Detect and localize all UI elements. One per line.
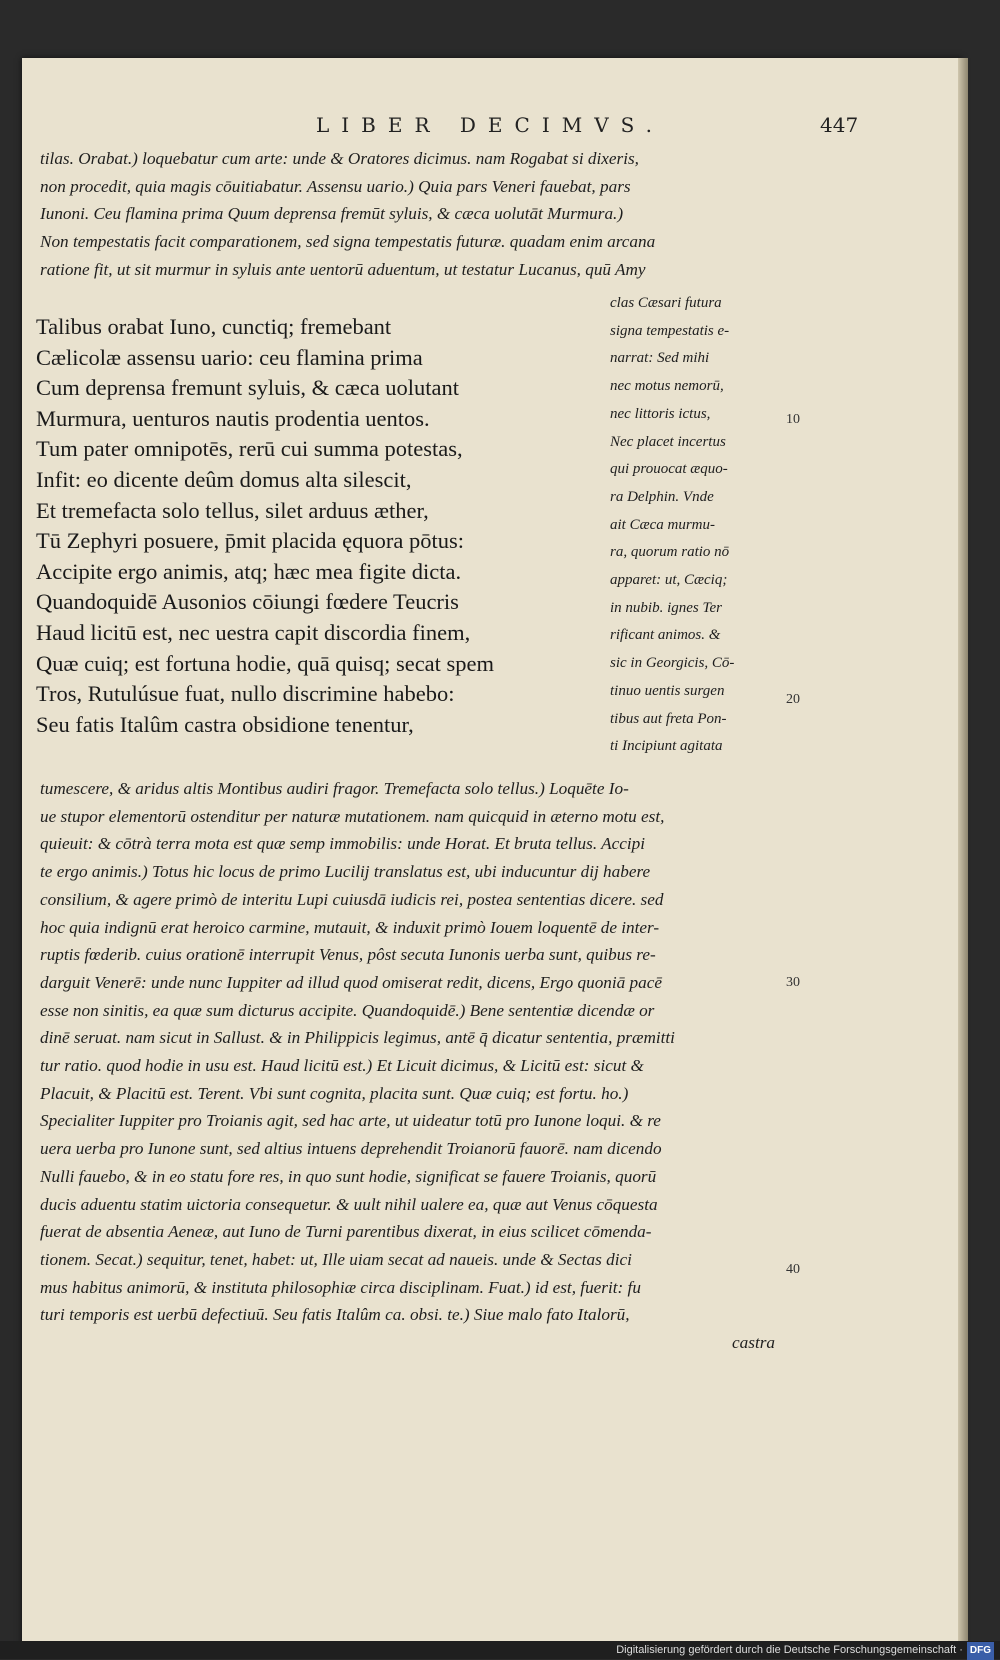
commentary-line: nec littoris ictus, (610, 405, 711, 422)
commentary-line: Iunoni. Ceu flamina prima Quum deprensa fremūt syluis, & cæca uolutāt Murmura.) (40, 204, 624, 224)
dfg-logo: DFG (967, 1642, 994, 1660)
commentary-line: ue stupor elementorū ostenditur per naturæ mutationem. nam quicquid in æterno motu est, (40, 806, 665, 826)
commentary-line: tinuo uentis surgen (610, 682, 725, 699)
commentary-line: fuerat de absentia Aeneæ, aut Iuno de Turni parentibus dixerat, in eius scilicet cōmenda- (40, 1222, 652, 1242)
page-number: 447 (820, 113, 859, 137)
page-edge (958, 58, 968, 1648)
commentary-line: hoc quia indignū erat heroico carmine, mutauit, & induxit primò Iouem loquentē de inter- (40, 917, 660, 937)
commentary-line: uera uerba pro Iunone sunt, sed altius intuens deprehendit Troianorū fauorē. nam dicendo (40, 1139, 662, 1159)
verse-line: Cum deprensa fremunt syluis, & cæca uolutant (36, 375, 460, 401)
commentary-bottom (40, 775, 805, 1357)
verse-line: Haud licitū est, nec uestra capit discordia finem, (36, 619, 471, 645)
commentary-line: narrat: Sed mihi (610, 350, 710, 367)
commentary-line: ti Incipiunt agitata (610, 738, 723, 755)
commentary-line: Nec placet incertus (610, 433, 726, 450)
line-number: 40 (786, 1262, 800, 1277)
verse-line: Et tremefacta solo tellus, silet arduus æther, (36, 497, 429, 523)
commentary-line: Specialiter Iuppiter pro Troianis agit, sed hac arte, ut uideatur totū pro Iunone loqui. & re (40, 1111, 661, 1131)
verse-line: Infit: eo dicente deûm domus alta silescit, (36, 466, 412, 492)
verse-line: Quandoquidē Ausonios cōiungi fœdere Teucris (36, 589, 459, 615)
commentary-line: ra, quorum ratio nō (610, 544, 730, 561)
commentary-line: qui prouocat æquo- (610, 461, 728, 478)
verse-line: Murmura, uenturos nautis prodentia uentos. (36, 405, 430, 431)
verse-line: Tum pater omnipotēs, rerū cui summa potestas, (36, 436, 463, 462)
commentary-line: rificant animos. & (610, 627, 721, 644)
commentary-line: in nubib. ignes Ter (610, 599, 722, 616)
commentary-line: ait Cæca murmu- (610, 516, 715, 533)
line-number: 10 (786, 412, 800, 427)
commentary-line: signa tempestatis e- (610, 322, 730, 339)
commentary-line: clas Cæsari futura (610, 295, 722, 311)
commentary-line: turi temporis est uerbū defectiuū. Seu fatis Italûm ca. obsi. te.) Siue malo fato Italorū, (40, 1305, 630, 1325)
digitization-footer (0, 1641, 1000, 1659)
commentary-line: ratione fit, ut sit murmur in syluis ante uentorū aduentum, ut testatur Lucanus, quū Amy (40, 259, 646, 279)
line-number: 20 (786, 692, 800, 707)
verse-line: Accipite ergo animis, atq; hæc mea figite dicta. (36, 558, 462, 584)
commentary-line: non procedit, quia magis cōuitiabatur. Assensu uario.) Quia pars Veneri fauebat, pars (40, 176, 631, 196)
commentary-line: nec motus nemorū, (610, 378, 724, 395)
commentary-line: tionem. Secat.) sequitur, tenet, habet: ut, Ille uiam secat ad naueis. unde & Sectas dici (40, 1249, 632, 1269)
commentary-line: consilium, & agere primò de interitu Lupi cuiusdā iudicis rei, postea sententias dicere. sed (40, 889, 664, 909)
commentary-line: darguit Venerē: unde nunc Iuppiter ad illud quod omiserat redit, dicens, Ergo quoniā pacē (40, 972, 662, 992)
commentary-side (610, 290, 780, 761)
commentary-line: Non tempestatis facit comparationem, sed signa tempestatis futuræ. quadam enim arcana (40, 232, 656, 252)
commentary-line: ra Delphin. Vnde (610, 488, 714, 505)
commentary-line: ducis aduentu statim uictoria consequetur. & uult nihil ualere ea, quæ aut Venus cōquesta (40, 1194, 658, 1214)
commentary-line: castra (732, 1333, 775, 1353)
commentary-line: tumescere, & aridus altis Montibus audiri fragor. Tremefacta solo tellus.) Loquēte Io- (40, 779, 629, 798)
commentary-line: esse non sinitis, ea quæ sum dicturus accipite. Quandoquidē.) Bene sententiæ dicendæ or (40, 1000, 655, 1020)
commentary-top (40, 145, 805, 284)
line-number: 30 (786, 975, 800, 990)
commentary-line: apparet: ut, Cæciq; (610, 572, 728, 589)
verse-line: Cælicolæ assensu uario: ceu flamina prima (36, 344, 423, 370)
verse-line: Talibus orabat Iuno, cunctiq; fremebant (36, 314, 392, 339)
commentary-line: ruptis fœderib. cuius orationē interrupit Venus, pôst secuta Iunonis uerba sunt, quibus re- (40, 945, 656, 965)
commentary-line: mus habitus animorū, & instituta philosophiæ circa disciplinam. Fuat.) id est, fuerit: fu (40, 1277, 641, 1297)
funding-notice: Digitalisierung gefördert durch die Deutsche Forschungsgemeinschaft · (616, 1644, 963, 1656)
verse-line: Seu fatis Italûm castra obsidione tenentur, (36, 711, 414, 737)
commentary-line: dinē seruat. nam sicut in Sallust. & in Philippicis legimus, antē q̄ dicatur sententia, præmitti (40, 1028, 675, 1048)
commentary-line: Nulli fauebo, & in eo statu fore res, in quo sunt hodie, significat se fauere Troianis, quorū (40, 1166, 657, 1186)
verse-text (36, 312, 596, 740)
commentary-line: tilas. Orabat.) loquebatur cum arte: unde & Oratores dicimus. nam Rogabat si dixeris, (40, 149, 639, 168)
commentary-line: te ergo animis.) Totus hic locus de primo Lucilij translatus est, ubi inducuntur dij habere (40, 862, 651, 882)
verse-line: Tros, Rutulúsue fuat, nullo discrimine habebo: (36, 681, 455, 707)
commentary-line: sic in Georgicis, Cō- (610, 655, 735, 672)
commentary-line: Placuit, & Placitū est. Terent. Vbi sunt cognita, placita sunt. Quæ cuiq; est fortu. ho.) (40, 1083, 629, 1103)
verse-line: Tū Zephyri posuere, p̄mit placida ęquora pōtus: (36, 528, 465, 554)
running-head: LIBER DECIMVS. (316, 113, 664, 137)
verse-line: Quæ cuiq; est fortuna hodie, quā quisq; secat spem (36, 650, 495, 676)
commentary-line: quieuit: & cōtrà terra mota est quæ semp immobilis: unde Horat. Et bruta tellus. Accipi (40, 834, 646, 854)
commentary-line: tibus aut freta Pon- (610, 710, 727, 727)
commentary-line: tur ratio. quod hodie in usu est. Haud licitū est.) Et Licuit dicimus, & Licitū est: sicut & (40, 1056, 644, 1076)
